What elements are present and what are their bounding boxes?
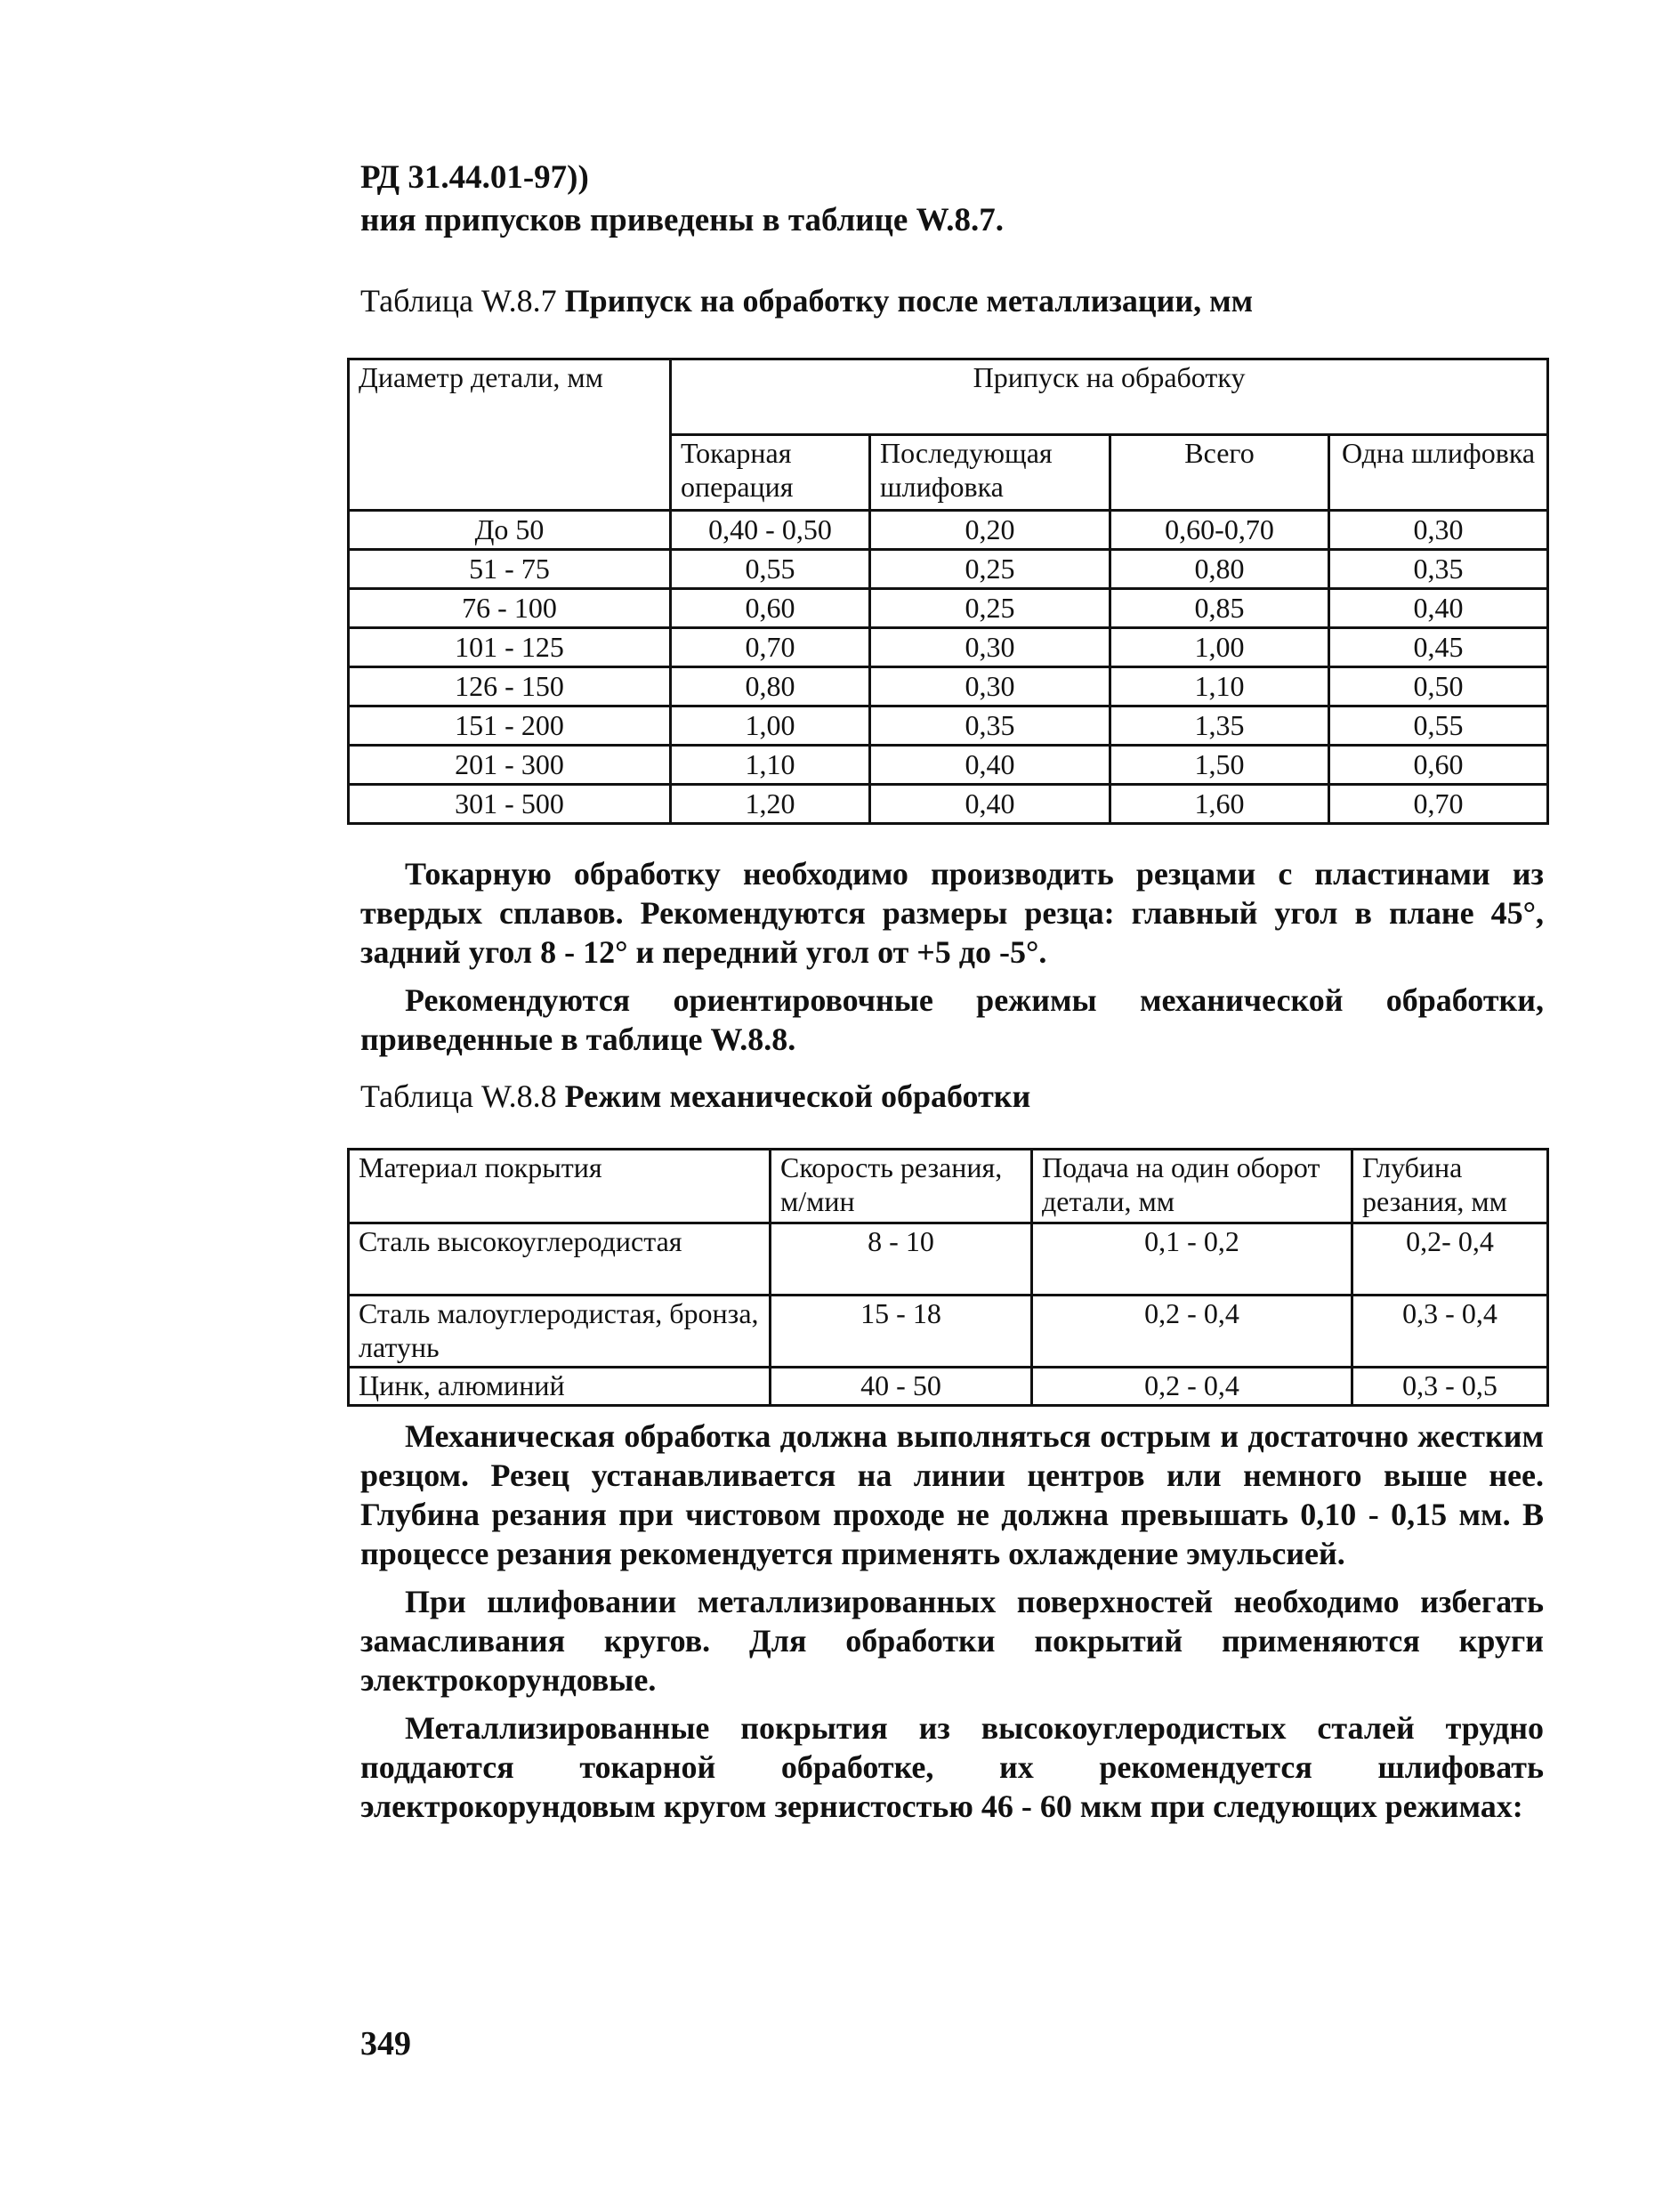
cell: 8 - 10 [771, 1223, 1032, 1296]
table-row [349, 746, 1548, 785]
cell: 0,40 [870, 746, 1110, 785]
table1-title: Припуск на обработку после металлизации, мм [564, 283, 1254, 319]
cell: 0,40 - 0,50 [671, 511, 870, 550]
cell: 0,40 [1329, 589, 1548, 628]
cell: 15 - 18 [771, 1296, 1032, 1368]
body-text-block-2 [360, 1417, 1544, 1826]
cell: 0,60 [671, 589, 870, 628]
header-total: Всего [1110, 435, 1329, 511]
cell: 151 - 200 [349, 706, 671, 746]
cell: 0,35 [1329, 550, 1548, 589]
cell: 0,70 [671, 628, 870, 667]
cell: 40 - 50 [771, 1368, 1032, 1406]
cell: 0,2- 0,4 [1352, 1223, 1548, 1296]
cell: 0,2 - 0,4 [1032, 1368, 1352, 1406]
allowance-table [347, 358, 1549, 825]
table-row [349, 667, 1548, 706]
cell: 1,50 [1110, 746, 1329, 785]
machining-mode-table [347, 1148, 1549, 1407]
header-subsequent-grinding: Последующая шлифовка [870, 435, 1110, 511]
table-row [349, 785, 1548, 824]
header-allowance-group: Припуск на обработку [671, 359, 1548, 435]
table1-label: Таблица W.8.7 [360, 283, 557, 319]
table-row [349, 1296, 1548, 1368]
paragraph: Металлизированные покрытия из высокоуглеродистых сталей трудно поддаются токарной обработке, их рекомендуется шлифовать электрокорундовым кругом зернистостью 46 - 60 мкм при следующих режимах: [360, 1710, 1544, 1824]
header-cutting-depth: Глубина резания, мм [1352, 1150, 1548, 1223]
cell: 0,80 [671, 667, 870, 706]
cell: Сталь малоуглеродистая, бронза, латунь [349, 1296, 771, 1368]
cell: 1,10 [1110, 667, 1329, 706]
header-coating-material: Материал покрытия [349, 1150, 771, 1223]
header-cutting-speed: Скорость резания, м/мин [771, 1150, 1032, 1223]
table1-caption [360, 281, 1253, 320]
cell: 1,00 [1110, 628, 1329, 667]
table-row [349, 589, 1548, 628]
page-number: 349 [360, 2025, 411, 2063]
cell: 51 - 75 [349, 550, 671, 589]
cell: 1,20 [671, 785, 870, 824]
cell: 1,10 [671, 746, 870, 785]
header-feed-per-revolution: Подача на один оборот детали, мм [1032, 1150, 1352, 1223]
cell: 0,20 [870, 511, 1110, 550]
cell: 1,60 [1110, 785, 1329, 824]
cell: 0,30 [870, 628, 1110, 667]
cell: 76 - 100 [349, 589, 671, 628]
cell: 0,55 [671, 550, 870, 589]
cell: 101 - 125 [349, 628, 671, 667]
header-turning: Токарная операция [671, 435, 870, 511]
cell: 0,50 [1329, 667, 1548, 706]
cell: 201 - 300 [349, 746, 671, 785]
table-row [349, 1223, 1548, 1296]
table2-caption [360, 1077, 1030, 1116]
cell: 126 - 150 [349, 667, 671, 706]
cell: 0,35 [870, 706, 1110, 746]
cell: 0,25 [870, 550, 1110, 589]
cell: 0,25 [870, 589, 1110, 628]
cell: Сталь высокоуглеродистая [349, 1223, 771, 1296]
cell: 1,00 [671, 706, 870, 746]
cell: 0,60-0,70 [1110, 511, 1329, 550]
table2-label: Таблица W.8.8 [360, 1078, 557, 1114]
paragraph: Механическая обработка должна выполняться острым и достаточно жестким резцом. Резец устанавливается на линии центров или немного выше нее. Глубина резания при чистовом проходе не должна превышать 0,10 - 0,15 мм. В процессе резания рекомендуется применять охлаждение эмульсией. [360, 1418, 1544, 1571]
cell: 0,70 [1329, 785, 1548, 824]
cell: 0,85 [1110, 589, 1329, 628]
cell: Цинк, алюминий [349, 1368, 771, 1406]
header-one-grinding: Одна шлифовка [1329, 435, 1548, 511]
cell: 0,1 - 0,2 [1032, 1223, 1352, 1296]
table-row [349, 628, 1548, 667]
table-row [349, 1368, 1548, 1406]
table-row [349, 511, 1548, 550]
paragraph: Рекомендуются ориентировочные режимы механической обработки, приведенные в таблице W.8.8. [360, 982, 1544, 1057]
body-text-block-1 [360, 854, 1544, 1059]
cell: 0,3 - 0,5 [1352, 1368, 1548, 1406]
cell: 0,45 [1329, 628, 1548, 667]
table-row [349, 550, 1548, 589]
cell: 0,3 - 0,4 [1352, 1296, 1548, 1368]
cell: 0,40 [870, 785, 1110, 824]
table2-title: Режим механической обработки [564, 1078, 1031, 1114]
cell: 0,30 [870, 667, 1110, 706]
document-reference: РД 31.44.01-97)) [360, 159, 589, 196]
cell: 0,80 [1110, 550, 1329, 589]
header-diameter: Диаметр детали, мм [349, 359, 671, 511]
paragraph: Токарную обработку необходимо производить резцами с пластинами из твердых сплавов. Рекомендуются размеры резца: главный угол в плане 45°, задний угол 8 - 12° и передний угол от +5 до -5°. [360, 856, 1544, 970]
cell: 0,30 [1329, 511, 1548, 550]
table-row [349, 706, 1548, 746]
cell: 1,35 [1110, 706, 1329, 746]
header-continuation-text: ния припусков приведены в таблице W.8.7. [360, 202, 1004, 238]
cell: 0,2 - 0,4 [1032, 1296, 1352, 1368]
cell: 0,55 [1329, 706, 1548, 746]
cell: До 50 [349, 511, 671, 550]
paragraph: При шлифовании металлизированных поверхностей необходимо избегать замасливания кругов. Для обработки покрытий применяются круги электрокорундовые. [360, 1584, 1544, 1698]
cell: 301 - 500 [349, 785, 671, 824]
cell: 0,60 [1329, 746, 1548, 785]
